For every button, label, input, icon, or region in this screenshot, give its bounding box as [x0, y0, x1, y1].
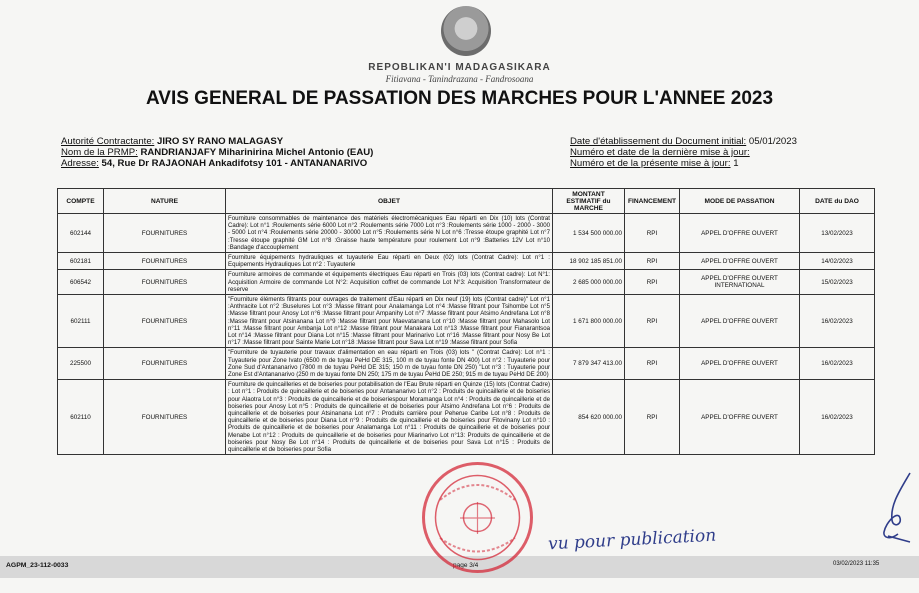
cell-montant: 1 534 500 000.00: [553, 214, 625, 253]
footer-timestamp: 03/02/2023 11:35: [833, 561, 880, 567]
cell-montant: 1 671 800 000.00: [553, 295, 625, 348]
date-label: Date d'établissement du Document initial:: [570, 136, 747, 147]
cell-objet: Fourniture armoires de commande et équipements électriques Eau réparti en Trois (03) lots (Contrat cadre): Lot N°1: Acquisition Armoire de commande Lot N°2: Acquisition coffret de commande Lot N°3: Acquisition Transformateur de reserve: [226, 270, 553, 295]
official-stamp-icon: [420, 460, 535, 575]
cell-mode: APPEL D'OFFRE OUVERT: [680, 348, 800, 380]
document-info-block: [570, 136, 797, 169]
cell-mode: APPEL D'OFFRE OUVERT: [680, 295, 800, 348]
header-nature: NATURE: [104, 189, 226, 214]
cell-financement: RPI: [625, 214, 680, 253]
cell-mode: APPEL D'OFFRE OUVERT INTERNATIONAL: [680, 270, 800, 295]
cell-financement: RPI: [625, 295, 680, 348]
cell-financement: RPI: [625, 380, 680, 455]
header-mode: MODE DE PASSATION: [680, 189, 800, 214]
cell-mode: APPEL D'OFFRE OUVERT: [680, 214, 800, 253]
cell-date: 13/02/2023: [800, 214, 875, 253]
cell-financement: RPI: [625, 253, 680, 270]
current-update-label: Numéro et de la présente mise à jour:: [570, 158, 731, 169]
table-row: [58, 295, 875, 348]
cell-nature: FOURNITURES: [104, 253, 226, 270]
update-number-line: [570, 147, 797, 158]
table-header-row: [58, 189, 875, 214]
cell-mode: APPEL D'OFFRE OUVERT: [680, 253, 800, 270]
procurement-table: [57, 188, 875, 455]
authority-value: JIRO SY RANO MALAGASY: [157, 136, 284, 147]
table-row: [58, 253, 875, 270]
page-number: page 3/4: [453, 562, 479, 569]
update-number-label: Numéro et date de la dernière mise à jour:: [570, 147, 750, 158]
cell-objet: "Fourniture de tuyauterie pour travaux d'alimentation en eau réparti en Trois (03) lots " (Contrat Cadre): Lot n°1 : Tuyauterie pour Zone Ivato (6500 m de tuyau PeHd DE 315, 100 m de tuyau fonte DN 400) Lot n°2 : Tuyauterie pour Zone Sud d'Antananarivo (7800 m de tuyau PeHd DE 315; 150 m de tuyau fonte DN 250) "Lot n°3 : Tuyauterie pour Zone Est d'Antananarivo (250 m de tuyau fonte DN 250; 175 m de tuyau PeHd DE 250; 915 m de tuyau PeHd DE 200): [226, 348, 553, 380]
cell-objet: "Fourniture éléments filtrants pour ouvrages de traitement d'Eau réparti en Dix neuf (19) lots (Contrat cadre)" Lot n°1 :Anthracite Lot n°2 :Buselures Lot n°3 :Masse filtrant pour Analamanga Lot n°4 :Masse filtrant pour Tsihombe Lot n°5 :Masse filtrant pour Anosy Lot n°6 :Masse filtrant pour Ampanihy Lot n°7 :Masse filtrant pour Atsimo Andrefana Lot n°8 :Masse filtrant pour Atsinanana Lot n°9 :Masse filtrant pour Maevatanana Lot n°10 :Masse filtrant pour Mahasolo Lot n°11 :Masse filtrant pour Ambanja Lot n°12 :Masse filtrant pour Manakara Lot n°13 :Masse filtrant pour Fianarantsoa Lot n°14 :Masse filtrant pour Diana Lot n°15 :Masse filtrant pour Marinarivo Lot n°16 :Masse filtrant pour Nosy Be Lot n°17 :Masse filtrant pour Sainte Marie Lot n°18 :Masse filtrant pour Sava Lot n°19 :Masse filtrant pour Sofia: [226, 295, 553, 348]
authority-label: Autorité Contractante:: [61, 136, 155, 147]
cell-compte: 225500: [58, 348, 104, 380]
cell-montant: 18 902 185 851.00: [553, 253, 625, 270]
table-row: [58, 348, 875, 380]
document-title: AVIS GENERAL DE PASSATION DES MARCHES POUR L'ANNEE 2023: [145, 88, 774, 109]
cell-compte: 602144: [58, 214, 104, 253]
header-financement: FINANCEMENT: [625, 189, 680, 214]
cell-compte: 602110: [58, 380, 104, 455]
cell-financement: RPI: [625, 348, 680, 380]
cell-date: 16/02/2023: [800, 295, 875, 348]
address-value: 54, Rue Dr RAJAONAH Ankadifotsy 101 - ANTANANARIVO: [101, 158, 368, 169]
prmp-value: RANDRIANJAFY Miharinirina Michel Antonio (EAU): [140, 147, 374, 158]
header-montant: MONTANT ESTIMATIF du MARCHE: [553, 189, 625, 214]
date-value: 05/01/2023: [748, 136, 797, 147]
header-compte: COMPTE: [58, 189, 104, 214]
cell-nature: FOURNITURES: [104, 380, 226, 455]
republic-seal-emblem: [441, 6, 491, 56]
cell-date: 15/02/2023: [800, 270, 875, 295]
cell-nature: FOURNITURES: [104, 348, 226, 380]
date-line: [570, 136, 797, 147]
address-line: [61, 158, 373, 169]
cell-compte: 602181: [58, 253, 104, 270]
header-objet: OBJET: [226, 189, 553, 214]
republic-name: REPOBLIKAN'I MADAGASIKARA: [368, 62, 551, 73]
cell-compte: 602111: [58, 295, 104, 348]
signature-icon: [880, 470, 916, 545]
cell-compte: 606542: [58, 270, 104, 295]
cell-nature: FOURNITURES: [104, 295, 226, 348]
cell-nature: FOURNITURES: [104, 214, 226, 253]
cell-montant: 854 620 000.00: [553, 380, 625, 455]
cell-montant: 2 685 000 000.00: [553, 270, 625, 295]
cell-objet: Fourniture consommables de maintenance des matériels électromécaniques Eau réparti en Dix (10) lots (Contrat Cadre): Lot n°1 :Roulements série 6000 Lot n°2 :Roulements série 7000 Lot n°3 :Roulements série 1000 - 2000 - 3000 - 5000 Lot n°4 :Roulements série 20000 - 30000 Lot n°5 :Roulements série N Lot n°6 :Tresse étoupe graphité Lot n°7 :Tresse étoupe graphité GM Lot n°8 :Graisse haute température pour roulement Lot n°9 :Batteries 12V Lot n°10 :Bandage d'accouplement: [226, 214, 553, 253]
cell-date: 14/02/2023: [800, 253, 875, 270]
cell-mode: APPEL D'OFFRE OUVERT: [680, 380, 800, 455]
current-update-value: 1: [733, 158, 739, 169]
cell-objet: Fourniture de quincailleries et de boiseries pour potabilisation de l'Eau Brute réparti en Quinze (15) lots (Contrat Cadre) : Lot n°1 : Produits de quincaillerie et de boiseries pour Antananarivo Lot n°2 : Produits de quincaillerie et de boiseries pour Alaotra Lot n°3 : Produits de quincaillerie et de boiseriespour Moramanga Lot n°4 : Produits de quincaillerie et de boiseries pour Anosy Lot n°5 : Produits de quincaillerie et de boiseries pour Atsimo Andrefana Lot n°6 : Produits de quincaillerie et de boiseries pour Atsinanana Lot n°7 : Produits carrière pour Peherue Caribe Lot n°8 : Produits de quincaillerie et de boiseries pour Diana Lot n°9 : Produits de quincaillerie et de boiseries pour Fitovinany Lot n°10 : Produits de quincaillerie et de boiseries pour Analamanga Lot n°11 : Produits de quincaillerie et de boiseries pour Menabe Lot n°12 : Produits de quincaillerie et de boiseries pour Miarinarivo Lot n°13: Produits de quincaillerie et de boiseries pour Nosy Be Lot n°14 : Produits de quincaillerie et de boiseries pour Sava Lot n°15 : Produits de quincaillerie et de boiseries pour Sofia: [226, 380, 553, 455]
national-motto: Fitiavana - Tanindrazana - Fandrosoana: [385, 74, 534, 84]
header-date-dao: DATE du DAO: [800, 189, 875, 214]
address-label: Adresse:: [61, 158, 99, 169]
current-update-line: [570, 158, 797, 169]
handwritten-annotation: vu pour publication: [547, 525, 717, 555]
authority-line: [61, 136, 373, 147]
prmp-label: Nom de la PRMP:: [61, 147, 138, 158]
prmp-line: [61, 147, 373, 158]
authority-block: [61, 136, 373, 169]
cell-montant: 7 879 347 413.00: [553, 348, 625, 380]
cell-date: 16/02/2023: [800, 380, 875, 455]
cell-objet: Fourniture équipements hydrauliques et tuyauterie Eau réparti en Deux (02) lots (Contrat Cadre): Lot n°1 : Equipements Hydrauliques Lot n°2 : Tuyauterie: [226, 253, 553, 270]
cell-nature: FOURNITURES: [104, 270, 226, 295]
footer-reference: AGPM_23-112-0033: [6, 562, 69, 569]
table-row: [58, 270, 875, 295]
cell-date: 16/02/2023: [800, 348, 875, 380]
cell-financement: RPI: [625, 270, 680, 295]
table-row: [58, 380, 875, 455]
table-row: [58, 214, 875, 253]
